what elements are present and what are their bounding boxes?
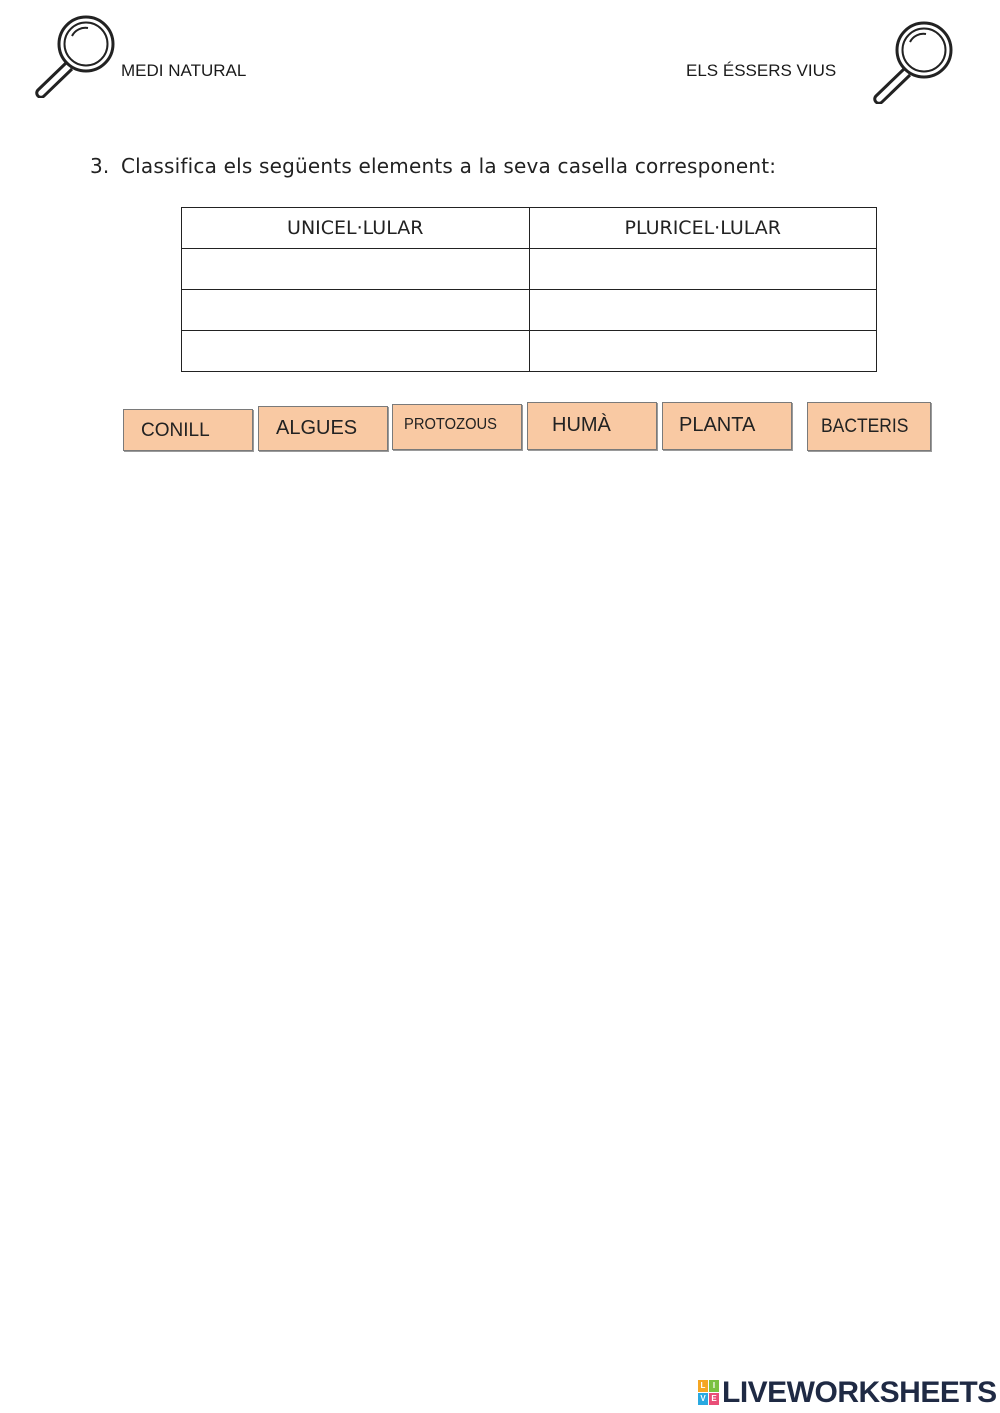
magnifying-glass-icon: [868, 20, 956, 104]
drop-cell[interactable]: [529, 331, 877, 372]
card-label: CONILL: [141, 420, 210, 441]
liveworksheets-logo: [698, 1378, 997, 1408]
header-topic: ELS ÉSSERS VIUS: [686, 61, 837, 80]
magnifying-glass-icon: [30, 14, 118, 98]
question: [90, 154, 776, 178]
table-row: [182, 290, 877, 331]
question-number: 3.: [90, 154, 110, 178]
card-label: PLANTA: [679, 414, 756, 436]
drop-cell[interactable]: [529, 290, 877, 331]
drag-card-bacteris[interactable]: [807, 402, 931, 451]
card-label: PROTOZOUS: [404, 416, 497, 433]
drop-cell[interactable]: [182, 331, 530, 372]
drop-cell[interactable]: [182, 249, 530, 290]
column-header-unicellular: UNICEL·LULAR: [182, 208, 530, 249]
header-subject: MEDI NATURAL: [121, 61, 247, 80]
drag-card-planta[interactable]: [662, 402, 792, 450]
liveworksheets-logo-mark: L I V E: [698, 1380, 720, 1406]
drag-card-algues[interactable]: [258, 406, 388, 451]
card-label: HUMÀ: [552, 414, 611, 436]
card-label: ALGUES: [276, 417, 358, 439]
drop-cell[interactable]: [182, 290, 530, 331]
table-row: [182, 331, 877, 372]
question-text: Classifica els següents elements a la seva casella corresponent:: [121, 154, 777, 178]
card-label: BACTERIS: [821, 416, 909, 437]
drag-card-conill[interactable]: [123, 409, 253, 451]
table-row: [182, 249, 877, 290]
liveworksheets-logo-text: LIVEWORKSHEETS: [722, 1376, 997, 1409]
column-header-multicellular: PLURICEL·LULAR: [529, 208, 877, 249]
drag-card-huma[interactable]: [527, 402, 657, 450]
header-right: [868, 20, 956, 109]
drop-cell[interactable]: [529, 249, 877, 290]
drag-card-protozous[interactable]: [392, 404, 522, 450]
header-left: [30, 14, 118, 103]
classification-table: [181, 207, 877, 372]
